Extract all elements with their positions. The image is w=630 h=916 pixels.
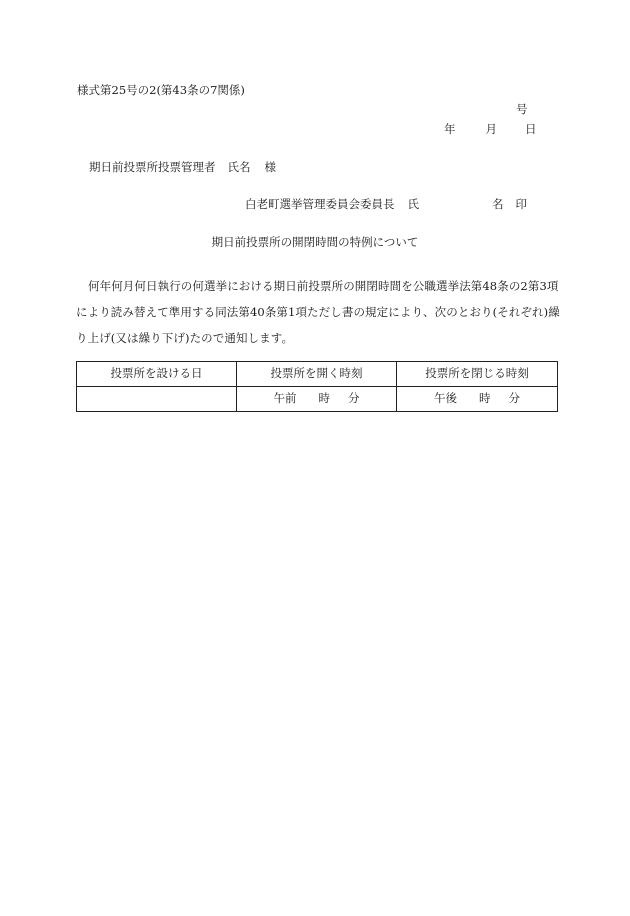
sender-line [245, 199, 527, 211]
seal-mark: 印 [515, 197, 527, 211]
close-minute: 分 [508, 391, 520, 406]
sender-name-label-2: 名 [492, 197, 504, 211]
open-minute: 分 [348, 391, 360, 406]
close-hour: 時 [479, 391, 491, 406]
recipient-title: 期日前投票所投票管理者 [89, 160, 216, 174]
schedule-table [76, 361, 558, 412]
recipient-line [89, 162, 276, 174]
form-number: 様式第25号の2(第43条の7関係) [77, 83, 245, 97]
date-month: 月 [485, 122, 497, 136]
table-row [77, 387, 558, 412]
recipient-name-label: 氏名 [227, 160, 251, 174]
open-hour: 時 [318, 391, 330, 406]
sender-name-label: 氏 [407, 197, 419, 211]
cell-close-time [397, 387, 558, 412]
header-cell-day: 投票所を設ける日 [77, 362, 237, 387]
sender-title: 白老町選挙管理委員会委員長 [245, 197, 395, 211]
date-day: 日 [525, 122, 537, 136]
recipient-honorific: 様 [264, 160, 276, 174]
document-title [0, 237, 630, 249]
header-cell-open: 投票所を開く時刻 [237, 362, 397, 387]
header-cell-close: 投票所を閉じる時刻 [397, 362, 558, 387]
close-period: 午後 [434, 391, 457, 406]
document-number-label: 号 [516, 102, 528, 116]
cell-day [77, 387, 237, 412]
cell-open-time [237, 387, 397, 412]
document-title-text: 期日前投票所の開閉時間の特例について [211, 235, 419, 249]
body-paragraph: 何年何月何日執行の何選挙における期日前投票所の開閉時間を公職選挙法第48条の2第3項により読み替えて準用する同法第40条第1項ただし書の規定により、次のとおり(それぞれ)繰り上げ(又は繰り下げ)たので通知します。 [76, 279, 560, 345]
open-period: 午前 [273, 391, 297, 406]
date-year: 年 [444, 122, 456, 136]
date-line [444, 124, 537, 136]
table-header-row [77, 362, 558, 387]
